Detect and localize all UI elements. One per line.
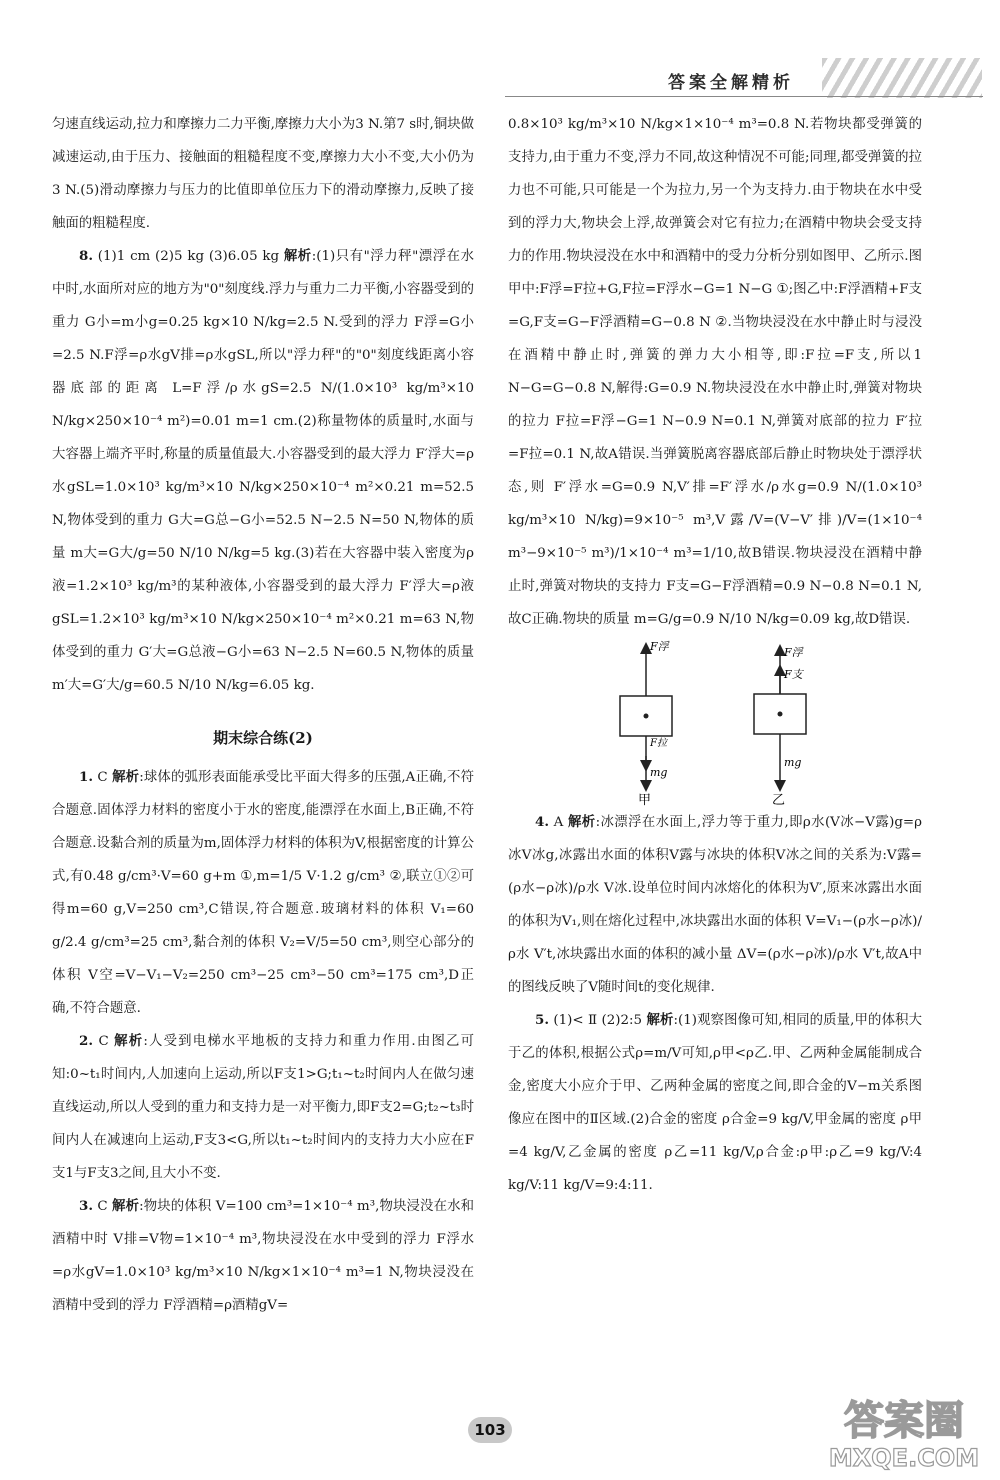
label-mg-jia: mg	[650, 766, 668, 779]
q5-number: 5.	[535, 1012, 549, 1028]
q3-answer: C	[97, 1199, 108, 1214]
page-number: 103	[468, 1417, 512, 1443]
q2-number: 2.	[79, 1033, 93, 1049]
q4-analysis: :冰漂浮在水面上,浮力等于重力,即ρ水(V冰−V露)g=ρ冰V冰g,冰露出水面的体积V露与冰块的体积V冰之间的关系为:V露=(ρ水−ρ冰)/ρ水 V冰.设单位时间内冰熔化的体积为V′,原来冰露出水面的体积为V₁,则在熔化过程中,冰块露出水面的体积 V=V₁−(ρ水−ρ冰)/ρ水 V′t,冰块露出水面的体积的减小量 ΔV=(ρ水−ρ冰)/ρ水 V′t,故A中的图线反映了V随时间t的变化规律.	[508, 815, 923, 995]
q8-analysis: :(1)只有"浮力秤"漂浮在水中时,水面所对应的地方为"0"刻度线.浮力与重力二力平衡,小容器受到的重力 G小=m小g=0.25 kg×10 N/kg=2.5 N.受到的浮力 F浮=G小=2.5 N.F浮=ρ水gV排=ρ水gSL,所以"浮力秤"的"0"刻度线距离小容器底部的距离 L=F浮/ρ水gS=2.5 N/(1.0×10³ kg/m³×10 N/kg×250×10⁻⁴ m²)=0.01 m=1 cm.(2)称量物体的质量时,水面与大容器上端齐平时,称量的质量值最大.小容器受到的最大浮力 F′浮大=ρ水gSL=1.0×10³ kg/m³×10 N/kg×250×10⁻⁴ m²×0.21 m=52.5 N,物体受到的重力 G大=G总−G小=52.5 N−2.5 N=50 N,物体的质量 m大=G大/g=50 N/10 N/kg=5 kg.(3)若在大容器中装入密度为ρ液=1.2×10³ kg/m³的某种液体,小容器受到的最大浮力 F′浮大=ρ液gSL=1.2×10³ kg/m³×10 N/kg×250×10⁻⁴ m²×0.21 m=63 N,物体受到的重力 G′大=G总液−G小=63 N−2.5 N=60.5 N,物体的质量 m′大=G′大/g=60.5 N/10 N/kg=6.05 kg.	[52, 249, 474, 693]
q8-analysis-label: 解析	[283, 248, 312, 264]
q5-answers: (1)< Ⅱ (2)2:5	[553, 1013, 643, 1028]
q1-number: 1.	[79, 769, 93, 785]
label-f-support-yi: F支	[784, 668, 803, 681]
q2-answer: C	[98, 1034, 109, 1049]
center-dot-yi	[778, 712, 783, 717]
label-f-pull-jia: F拉	[650, 738, 667, 749]
q5-analysis: :(1)观察图像可知,相同的质量,甲的体积大于乙的体积,根据公式ρ=m/V可知,ρ甲<ρ乙.甲、乙两种金属能制成合金,密度大小应介于甲、乙两种金属的密度之间,即合金的V−m关系图像应在图中的Ⅱ区域.(2)合金的密度 ρ合金=9 kg/V,甲金属的密度 ρ甲=4 kg/V,乙金属的密度 ρ乙=11 kg/V,ρ合金:ρ甲:ρ乙=9 kg/V:4 kg/V:11 kg/V=9:4:11.	[508, 1013, 922, 1193]
diagram-jia	[620, 640, 672, 806]
question-5	[508, 1004, 922, 1202]
q4-analysis-label: 解析	[568, 814, 596, 830]
caption-yi: 乙	[772, 793, 786, 806]
page-header-title: 答案全解精析	[668, 73, 794, 93]
q2-analysis: :人受到电梯水平地板的支持力和重力作用.由图乙可知:0~t₁时间内,人加速向上运动,所以F支1>G;t₁~t₂时间内人在做匀速直线运动,所以人受到的重力和支持力是一对平衡力,即F支2=G;t₂~t₃时间内人在减速向上运动,F支3<G,所以t₁~t₂时间内的支持力大小应在F支1与F支3之间,且大小不变.	[52, 1034, 474, 1181]
question-8	[52, 240, 474, 702]
q1-answer: C	[97, 770, 108, 785]
watermark-bottom-text: MXQE.COM	[828, 1444, 980, 1472]
q1-analysis-label: 解析	[112, 769, 140, 785]
question-4	[508, 806, 922, 1004]
q4-answer: A	[553, 815, 564, 830]
center-dot-jia	[644, 714, 649, 719]
force-diagrams	[508, 636, 922, 806]
label-f-float-jia: F浮	[650, 640, 669, 653]
q8-number: 8.	[79, 248, 93, 264]
question-2	[52, 1025, 474, 1190]
label-mg-yi: mg	[784, 756, 802, 769]
watermark-logo	[818, 1388, 990, 1472]
q4-number: 4.	[535, 814, 549, 830]
watermark-top-text: 答案圈	[844, 1398, 964, 1444]
question-1	[52, 761, 474, 1025]
q3-analysis-label: 解析	[112, 1198, 140, 1214]
diagram-yi	[754, 646, 806, 806]
paragraph-continued: 匀速直线运动,拉力和摩擦力二力平衡,摩擦力大小为3 N.第7 s时,铜块做减速运动,由于压力、接触面的粗糙程度不变,摩擦力大小不变,大小仍为3 N.(5)滑动摩擦力与压力的比值即单位压力下的滑动摩擦力,反映了接触面的粗糙程度.	[52, 117, 474, 231]
q3-number: 3.	[79, 1198, 93, 1214]
section-title: 期末综合练(2)	[213, 729, 313, 747]
q5-analysis-label: 解析	[646, 1012, 674, 1028]
label-f-float-yi: F浮	[784, 646, 803, 659]
q3-analysis: :物块的体积 V=100 cm³=1×10⁻⁴ m³,物块浸没在水和酒精中时 V排=V物=1×10⁻⁴ m³,物块浸没在水中受到的浮力 F浮水=ρ水gV=1.0×10³ kg/m³×10 N/kg×1×10⁻⁴ m³=1 N,物块浸没在酒精中受到的浮力 F浮酒精=ρ酒精gV=	[52, 1199, 475, 1313]
right-column	[508, 108, 922, 1202]
q3-continued: 0.8×10³ kg/m³×10 N/kg×1×10⁻⁴ m³=0.8 N.若物块都受弹簧的支持力,由于重力不变,浮力不同,故这种情况不可能;同理,都受弹簧的拉力也不可能,只可能是一个为拉力,另一个为支持力.由于物块在水中受到的浮力大,物块会上浮,故弹簧会对它有拉力;在酒精中物块会受支持力的作用.物块浸没在水中和酒精中的受力分析分别如图甲、乙所示.图甲中:F浮=F拉+G,F拉=F浮水−G=1 N−G ①;图乙中:F浮酒精+F支=G,F支=G−F浮酒精=G−0.8 N ②.当物块浸没在水中静止时与浸没在酒精中静止时,弹簧的弹力大小相等,即:F拉=F支,所以1 N−G=G−0.8 N,解得:G=0.9 N.物块浸没在水中静止时,弹簧对物块的拉力 F拉=F浮−G=1 N−0.9 N=0.1 N,弹簧对底部的拉力 F′拉=F拉=0.1 N,故A错误.当弹簧脱离容器底部后静止时物块处于漂浮状态,则 F′浮水=G=0.9 N,V′排=F′浮水/ρ水g=0.9 N/(1.0×10³ kg/m³×10 N/kg)=9×10⁻⁵ m³,V露/V=(V−V′排)/V=(1×10⁻⁴ m³−9×10⁻⁵ m³)/1×10⁻⁴ m³=1/10,故B错误.物块浸没在酒精中静止时,弹簧对物块的支持力 F支=G−F浮酒精=0.9 N−0.8 N=0.1 N,故C正确.物块的质量 m=G/g=0.9 N/10 N/kg=0.09 kg,故D错误.	[508, 117, 922, 627]
question-3	[52, 1190, 474, 1322]
header-decoration	[822, 58, 982, 98]
left-column	[52, 108, 474, 1322]
caption-jia: 甲	[638, 793, 652, 806]
q2-analysis-label: 解析	[114, 1033, 144, 1049]
q1-analysis: :球体的弧形表面能承受比平面大得多的压强,A正确,不符合题意.固体浮力材料的密度小于水的密度,能漂浮在水面上,B正确,不符合题意.设黏合剂的质量为m,固体浮力材料的体积为V,根据密度的计算公式,有0.48 g/cm³·V=60 g+m ①,m=1/5 V·1.2 g/cm³ ②,联立①②可得m=60 g,V=250 cm³,C错误,符合题意.玻璃材料的体积 V₁=60 g/2.4 g/cm³=25 cm³,黏合剂的体积 V₂=V/5=50 cm³,则空心部分的体积 V空=V−V₁−V₂=250 cm³−25 cm³−50 cm³=175 cm³,D正确,不符合题意.	[52, 770, 474, 1016]
header-rule	[505, 96, 983, 97]
force-diagram-figure	[508, 636, 922, 806]
q8-answers: (1)1 cm (2)5 kg (3)6.05 kg	[97, 249, 280, 264]
